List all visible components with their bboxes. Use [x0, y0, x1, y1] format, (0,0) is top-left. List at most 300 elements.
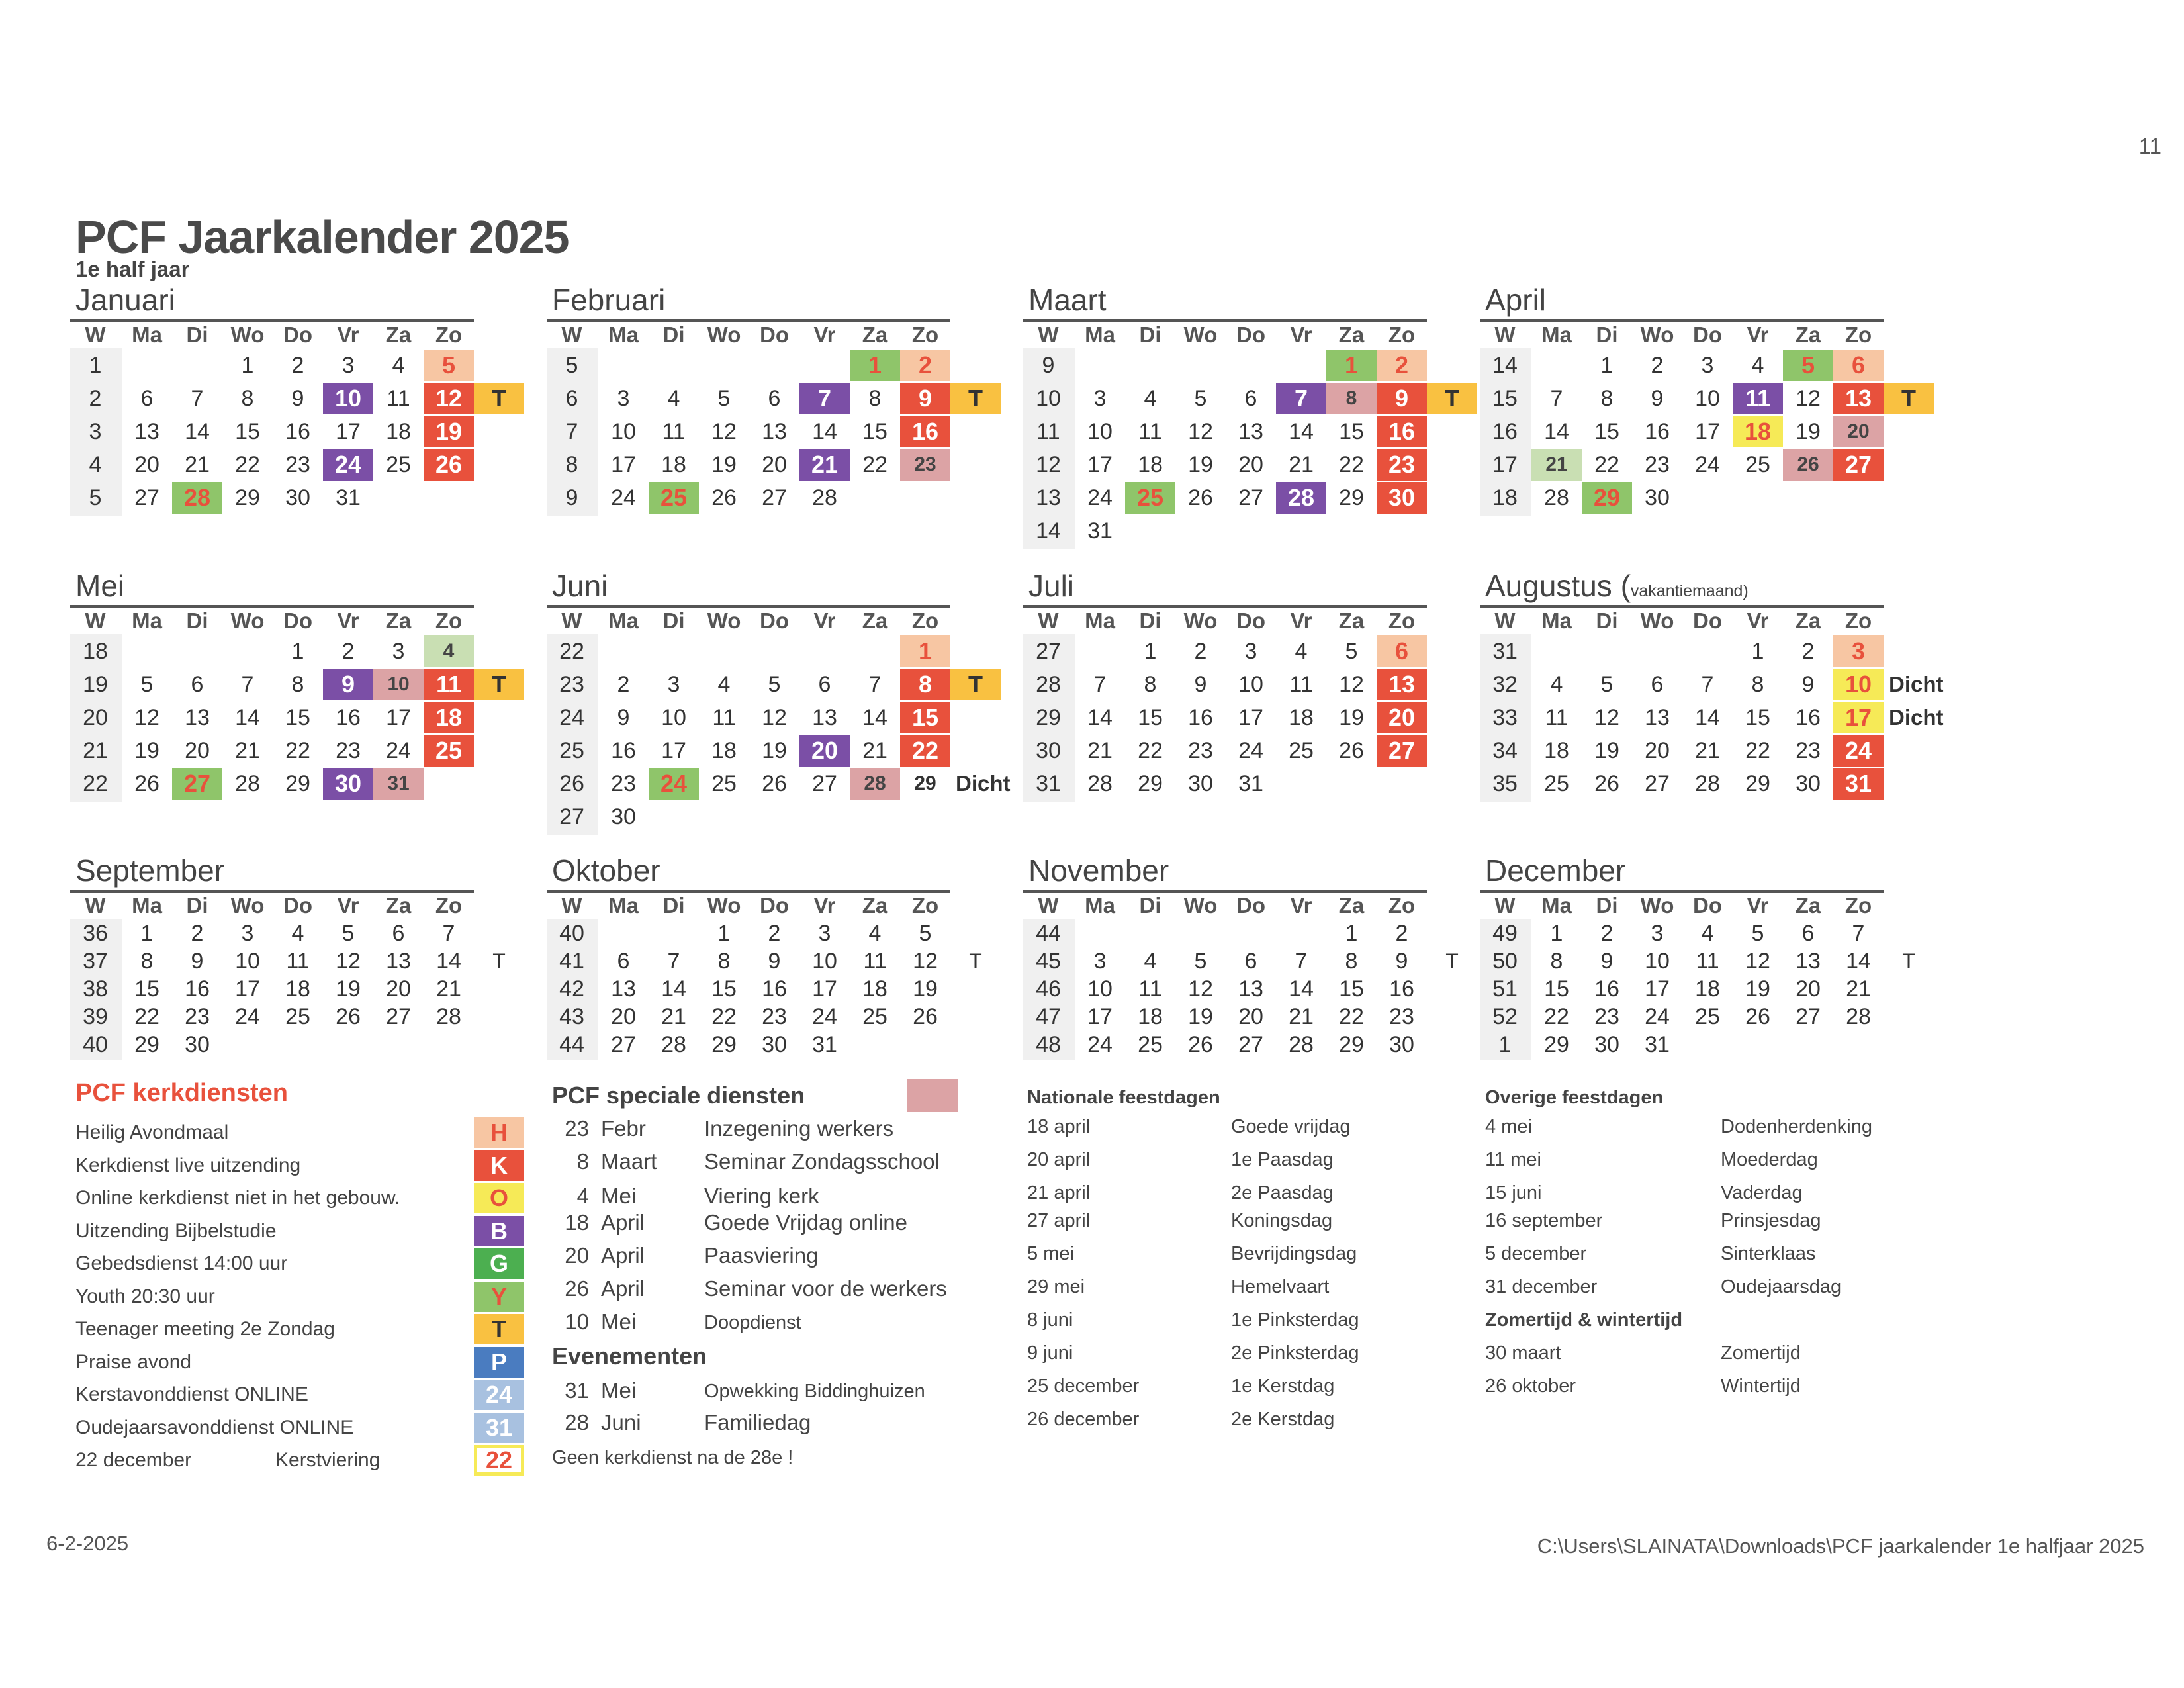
- day-cell: 14: [862, 705, 887, 730]
- day-cell: 13: [762, 419, 787, 444]
- day-cell: 12: [1339, 672, 1364, 697]
- day-cell: 28: [1289, 1032, 1314, 1057]
- day-cell: 20: [1833, 416, 1884, 447]
- day-cell: 28: [812, 485, 837, 510]
- day-cell: 1: [1600, 353, 1614, 378]
- day-cell: 7: [442, 921, 455, 946]
- weekday-header: Vr: [813, 608, 836, 633]
- day-cell: 4: [1701, 921, 1714, 946]
- day-cell: 13: [386, 949, 411, 974]
- day-cell: 28: [850, 768, 900, 800]
- legend-label: Kerkdienst live uitzending: [75, 1154, 301, 1176]
- week-number: 9: [565, 485, 578, 510]
- holiday-name: 2e Paasdag: [1231, 1182, 1334, 1203]
- day-cell: 16: [762, 976, 787, 1002]
- day-cell: 10: [611, 419, 636, 444]
- weekday-header: Za: [1795, 893, 1821, 917]
- month-juni: [547, 569, 1011, 829]
- day-cell: 23: [1796, 738, 1821, 763]
- month-februari: [547, 283, 1010, 522]
- day-cell: 15: [711, 976, 737, 1002]
- day-cell: 30: [1645, 485, 1670, 510]
- day-cell: 17: [1645, 976, 1670, 1002]
- month-name-text: Juni: [552, 569, 608, 603]
- special-month: Mei: [601, 1184, 637, 1208]
- overige-feestdagen-heading: Overige feestdagen: [1485, 1087, 1664, 1108]
- week-number: 34: [1492, 738, 1518, 763]
- day-cell: 17: [1833, 702, 1884, 733]
- time-change-name: Wintertijd: [1721, 1376, 1801, 1397]
- month-name: [1028, 854, 1169, 887]
- closed-marker: Dicht: [1889, 705, 1944, 729]
- day-cell: 2: [1801, 639, 1815, 664]
- holiday-name: Moederdag: [1721, 1149, 1818, 1170]
- day-cell: 10: [235, 949, 260, 974]
- weekday-header: Do: [1236, 608, 1265, 633]
- special-description: Familiedag: [704, 1410, 811, 1434]
- weekday-header: Di: [1139, 608, 1161, 633]
- week-number: 2: [89, 386, 102, 411]
- day-cell: 12: [1188, 419, 1213, 444]
- weekday-header: Wo: [707, 322, 741, 347]
- day-cell: 13: [1238, 419, 1263, 444]
- day-cell: 22: [900, 735, 950, 767]
- day-cell: 18: [661, 452, 686, 477]
- weekday-header: Zo: [911, 322, 939, 347]
- day-cell: 12: [336, 949, 361, 974]
- day-cell: 28: [1695, 771, 1720, 796]
- page-title: PCF Jaarkalender 2025: [75, 211, 569, 263]
- day-cell: 24: [1087, 485, 1113, 510]
- day-cell: 16: [611, 738, 636, 763]
- day-cell: 3: [1244, 639, 1257, 664]
- day-cell: 17: [1238, 705, 1263, 730]
- legend-code-chip: 24: [474, 1380, 524, 1410]
- legend-label: Oudejaarsavonddienst ONLINE: [75, 1416, 354, 1438]
- day-cell: 25: [424, 735, 474, 767]
- weekday-header: Di: [1139, 322, 1161, 347]
- month-name-text: Oktober: [552, 853, 660, 888]
- week-number: 48: [1036, 1032, 1061, 1057]
- day-cell: 21: [1846, 976, 1871, 1002]
- day-cell: 18: [1695, 976, 1720, 1002]
- weekday-header: Di: [1596, 893, 1618, 917]
- day-cell: 12: [1796, 386, 1821, 411]
- day-cell: 14: [661, 976, 686, 1002]
- day-cell: 7: [1276, 383, 1326, 414]
- day-cell: 11: [1733, 383, 1783, 414]
- day-cell: 27: [172, 768, 222, 800]
- speciale-diensten-swatch: [907, 1079, 958, 1112]
- day-cell: 16: [1188, 705, 1213, 730]
- week-number: 12: [1036, 452, 1061, 477]
- week-number: 51: [1492, 976, 1518, 1002]
- day-cell: 22: [134, 1004, 159, 1029]
- week-number: 8: [565, 452, 578, 477]
- day-cell: 4: [291, 921, 304, 946]
- day-cell: 23: [185, 1004, 210, 1029]
- day-cell: 20: [1238, 452, 1263, 477]
- day-cell: 24: [1695, 452, 1720, 477]
- day-cell: 18: [711, 738, 737, 763]
- day-cell: 25: [1695, 1004, 1720, 1029]
- holiday-name: 2e Pinksterdag: [1231, 1342, 1359, 1364]
- day-cell: 31: [1833, 768, 1884, 800]
- day-cell: 24: [1238, 738, 1263, 763]
- day-cell: 13: [134, 419, 159, 444]
- teenager-meeting-marker: T: [1445, 949, 1459, 973]
- weekday-header: Di: [662, 608, 685, 633]
- weekday-header: Zo: [911, 893, 939, 917]
- legend-label: Gebedsdienst 14:00 uur: [75, 1252, 288, 1274]
- week-number: 43: [559, 1004, 584, 1029]
- special-note: Geen kerkdienst na de 28e !: [552, 1447, 794, 1468]
- day-cell: 5: [717, 386, 731, 411]
- weekday-header: Za: [1795, 322, 1821, 347]
- day-cell: 1: [850, 350, 900, 381]
- week-number: 40: [559, 921, 584, 946]
- day-cell: 28: [235, 771, 260, 796]
- day-cell: 23: [1645, 452, 1670, 477]
- legend-label: 22 december: [75, 1449, 192, 1471]
- day-cell: 26: [711, 485, 737, 510]
- week-number: 23: [559, 672, 584, 697]
- day-cell: 11: [1138, 419, 1162, 444]
- day-cell: 22: [1339, 452, 1364, 477]
- day-cell: 12: [1745, 949, 1770, 974]
- day-cell: 1: [1751, 639, 1764, 664]
- special-month: Juni: [601, 1410, 641, 1434]
- week-number: 20: [83, 705, 108, 730]
- day-cell: 10: [812, 949, 837, 974]
- week-number: 29: [1036, 705, 1061, 730]
- weekday-header: Ma: [608, 322, 639, 347]
- month-name: [1028, 283, 1107, 316]
- week-number: 47: [1036, 1004, 1061, 1029]
- day-cell: 30: [1188, 771, 1213, 796]
- day-cell: 16: [900, 416, 950, 447]
- month-name: [75, 283, 175, 316]
- footer-file-path: C:\Users\SLAINATA\Downloads\PCF jaarkalender 1e halfjaar 2025: [1537, 1534, 2144, 1558]
- day-cell: 11: [424, 669, 474, 700]
- month-name: [75, 569, 124, 602]
- day-cell: 2: [1377, 350, 1427, 381]
- legend-label: Kerstavonddienst ONLINE: [75, 1383, 308, 1405]
- special-month: Mei: [601, 1378, 637, 1403]
- day-cell: 22: [1339, 1004, 1364, 1029]
- day-cell: 17: [386, 705, 411, 730]
- day-cell: 19: [134, 738, 159, 763]
- day-cell: 26: [762, 771, 787, 796]
- day-cell: 21: [1531, 449, 1582, 481]
- day-cell: 20: [185, 738, 210, 763]
- weekday-header: W: [1038, 322, 1059, 347]
- day-cell: 29: [1544, 1032, 1569, 1057]
- day-cell: 13: [1833, 383, 1884, 414]
- day-cell: 30: [1377, 482, 1427, 514]
- weekday-header: Ma: [1085, 608, 1115, 633]
- week-number: 44: [559, 1032, 584, 1057]
- holiday-date: 16 september: [1485, 1210, 1603, 1231]
- legend-label: Online kerkdienst niet in het gebouw.: [75, 1187, 400, 1209]
- day-cell: 11: [1138, 976, 1162, 1002]
- day-cell: 29: [1339, 1032, 1364, 1057]
- day-cell: 6: [617, 949, 630, 974]
- holiday-date: 25 december: [1027, 1376, 1140, 1397]
- day-cell: 4: [392, 353, 405, 378]
- day-cell: 12: [913, 949, 938, 974]
- day-cell: 7: [1550, 386, 1563, 411]
- week-number: 46: [1036, 976, 1061, 1002]
- day-cell: 14: [235, 705, 260, 730]
- weekday-header: Wo: [1183, 608, 1218, 633]
- month-name-text: December: [1485, 853, 1626, 888]
- weekday-header: W: [561, 893, 582, 917]
- day-cell: 24: [235, 1004, 260, 1029]
- day-cell: 16: [285, 419, 310, 444]
- day-cell: 18: [1289, 705, 1314, 730]
- weekday-header: Do: [760, 322, 789, 347]
- day-cell: 16: [336, 705, 361, 730]
- holiday-date: 27 april: [1027, 1210, 1091, 1231]
- day-cell: 13: [1645, 705, 1670, 730]
- month-name-text: Mei: [75, 569, 125, 603]
- weekday-header: Do: [760, 608, 789, 633]
- legend-label: Teenager meeting 2e Zondag: [75, 1318, 335, 1340]
- day-cell: 20: [134, 452, 159, 477]
- week-number: 37: [83, 949, 108, 974]
- day-cell: 17: [1087, 452, 1113, 477]
- day-cell: 31: [812, 1032, 837, 1057]
- day-cell: 17: [1695, 419, 1720, 444]
- week-number: 52: [1492, 1004, 1518, 1029]
- special-day: 10: [565, 1309, 589, 1334]
- weekday-header: Za: [385, 322, 412, 347]
- day-cell: 10: [1695, 386, 1720, 411]
- day-cell: 4: [1550, 672, 1563, 697]
- week-number: 26: [559, 771, 584, 796]
- week-number: 13: [1036, 485, 1061, 510]
- day-cell: 5: [919, 921, 932, 946]
- day-cell: 31: [1087, 518, 1113, 543]
- weekday-header-row: [547, 319, 950, 347]
- day-cell: 17: [336, 419, 361, 444]
- weekday-header: Di: [1139, 893, 1161, 917]
- day-cell: 13: [1238, 976, 1263, 1002]
- day-cell: 9: [768, 949, 781, 974]
- day-cell: 4: [717, 672, 731, 697]
- day-cell: 16: [1645, 419, 1670, 444]
- day-cell: 18: [1733, 416, 1783, 447]
- day-cell: 24: [649, 768, 699, 800]
- day-cell: 6: [1651, 672, 1664, 697]
- weekday-header: Ma: [1085, 322, 1115, 347]
- weekday-header: Za: [385, 608, 412, 633]
- weekday-header: Vr: [813, 322, 836, 347]
- weekday-header: Ma: [1541, 893, 1572, 917]
- holiday-date: 4 mei: [1485, 1116, 1532, 1137]
- day-cell: 23: [1389, 1004, 1414, 1029]
- weekday-header: Zo: [435, 893, 463, 917]
- day-cell: 12: [134, 705, 159, 730]
- day-cell: 18: [424, 702, 474, 733]
- holiday-date: 5 december: [1485, 1243, 1587, 1264]
- weekday-header: Zo: [1388, 322, 1416, 347]
- day-cell: 21: [1289, 452, 1314, 477]
- day-cell: 20: [762, 452, 787, 477]
- weekday-header-row: [1023, 605, 1427, 633]
- day-cell: 28: [436, 1004, 461, 1029]
- day-cell: 4: [667, 386, 680, 411]
- weekday-header: Do: [1693, 608, 1722, 633]
- day-cell: 3: [341, 353, 355, 378]
- week-number: 1: [1498, 1032, 1512, 1057]
- weekday-header-row: [1480, 890, 1884, 917]
- week-number: 45: [1036, 949, 1061, 974]
- day-cell: 20: [1377, 702, 1427, 733]
- day-cell: 7: [1852, 921, 1865, 946]
- teenager-meeting-marker: T: [492, 949, 506, 973]
- day-cell: 12: [1188, 976, 1213, 1002]
- day-cell: 16: [1377, 416, 1427, 447]
- day-cell: 16: [1594, 976, 1619, 1002]
- day-cell: 27: [1796, 1004, 1821, 1029]
- holiday-name: Hemelvaart: [1231, 1276, 1330, 1297]
- week-number: 42: [559, 976, 584, 1002]
- weekday-header: Ma: [132, 893, 162, 917]
- day-cell: 30: [185, 1032, 210, 1057]
- day-cell: 24: [611, 485, 636, 510]
- day-cell: 23: [900, 449, 950, 481]
- week-number: 28: [1036, 672, 1061, 697]
- weekday-header: Wo: [1183, 893, 1218, 917]
- week-number: 18: [83, 639, 108, 664]
- day-cell: 14: [1544, 419, 1569, 444]
- day-cell: 26: [1783, 449, 1833, 481]
- day-cell: 15: [1339, 976, 1364, 1002]
- day-cell: 7: [191, 386, 204, 411]
- legend-code-chip: T: [474, 1314, 524, 1344]
- weekday-header: Do: [283, 322, 312, 347]
- day-cell: 6: [818, 672, 831, 697]
- teenager-meeting-marker: T: [474, 383, 524, 414]
- weekday-header: Za: [385, 893, 412, 917]
- weekday-header: Di: [186, 322, 208, 347]
- weekday-header: Ma: [132, 322, 162, 347]
- weekday-header: Zo: [1844, 893, 1872, 917]
- month-december: [1480, 854, 1943, 1092]
- day-cell: 4: [1144, 949, 1157, 974]
- holiday-name: Vaderdag: [1721, 1182, 1803, 1203]
- weekday-header: Zo: [1388, 608, 1416, 633]
- weekday-header-row: [1480, 605, 1884, 633]
- day-cell: 11: [1696, 949, 1719, 974]
- weekday-header: Do: [1693, 322, 1722, 347]
- weekday-header: Ma: [132, 608, 162, 633]
- day-cell: 11: [662, 419, 686, 444]
- day-cell: 13: [611, 976, 636, 1002]
- day-cell: 3: [1093, 949, 1107, 974]
- special-month: April: [601, 1243, 645, 1268]
- special-month: April: [601, 1276, 645, 1301]
- weekday-header-row: [1023, 890, 1427, 917]
- day-cell: 28: [1087, 771, 1113, 796]
- special-day: 4: [576, 1184, 589, 1208]
- legend-code-chip: H: [474, 1117, 524, 1148]
- month-oktober: [547, 854, 1010, 1092]
- month-september: [70, 854, 533, 1092]
- day-cell: 15: [134, 976, 159, 1002]
- day-cell: 26: [1339, 738, 1364, 763]
- day-cell: 14: [436, 949, 461, 974]
- day-cell: 17: [812, 976, 837, 1002]
- weekday-header-row: [70, 605, 474, 633]
- day-cell: 31: [373, 768, 424, 800]
- day-cell: 15: [862, 419, 887, 444]
- day-cell: 19: [1339, 705, 1364, 730]
- day-cell: 5: [1751, 921, 1764, 946]
- legend-label: Uitzending Bijbelstudie: [75, 1219, 277, 1242]
- legend-label: Heilig Avondmaal: [75, 1121, 229, 1143]
- day-cell: 10: [1645, 949, 1670, 974]
- week-number: 14: [1036, 518, 1061, 543]
- day-cell: 25: [1138, 1032, 1163, 1057]
- week-number: 44: [1036, 921, 1061, 946]
- legend-label: Praise avond: [75, 1350, 192, 1373]
- day-cell: 15: [285, 705, 310, 730]
- month-name-text: April: [1485, 283, 1547, 317]
- day-cell: 18: [1544, 738, 1569, 763]
- day-cell: 25: [1745, 452, 1770, 477]
- day-cell: 1: [140, 921, 154, 946]
- day-cell: 29: [285, 771, 310, 796]
- day-cell: 15: [900, 702, 950, 733]
- weekday-header: Vr: [1290, 608, 1312, 633]
- special-description: Doopdienst: [704, 1312, 801, 1333]
- day-cell: 16: [1389, 976, 1414, 1002]
- day-cell: 23: [285, 452, 310, 477]
- day-cell: 3: [818, 921, 831, 946]
- weekday-header: Di: [186, 608, 208, 633]
- weekday-header: Di: [186, 893, 208, 917]
- day-cell: 19: [1594, 738, 1619, 763]
- day-cell: 2: [1194, 639, 1207, 664]
- day-cell: 13: [1796, 949, 1821, 974]
- day-cell: 10: [661, 705, 686, 730]
- weekday-header-row: [1480, 319, 1884, 347]
- special-description: Inzegening werkers: [704, 1116, 894, 1141]
- weekday-header: Zo: [911, 608, 939, 633]
- day-cell: 26: [336, 1004, 361, 1029]
- month-name: [552, 569, 608, 602]
- weekday-header: Wo: [1183, 322, 1218, 347]
- day-cell: 5: [768, 672, 781, 697]
- day-cell: 3: [241, 921, 254, 946]
- day-cell: 28: [1846, 1004, 1871, 1029]
- week-number: 31: [1492, 639, 1518, 664]
- day-cell: 21: [799, 449, 850, 481]
- day-cell: 27: [1238, 1032, 1263, 1057]
- day-cell: 27: [1238, 485, 1263, 510]
- day-cell: 28: [661, 1032, 686, 1057]
- day-cell: 6: [392, 921, 405, 946]
- holiday-date: 18 april: [1027, 1116, 1091, 1137]
- day-cell: 31: [336, 485, 361, 510]
- month-name: [1485, 283, 1546, 316]
- month-name-text: Februari: [552, 283, 666, 317]
- week-number: 24: [559, 705, 584, 730]
- day-cell: 25: [862, 1004, 887, 1029]
